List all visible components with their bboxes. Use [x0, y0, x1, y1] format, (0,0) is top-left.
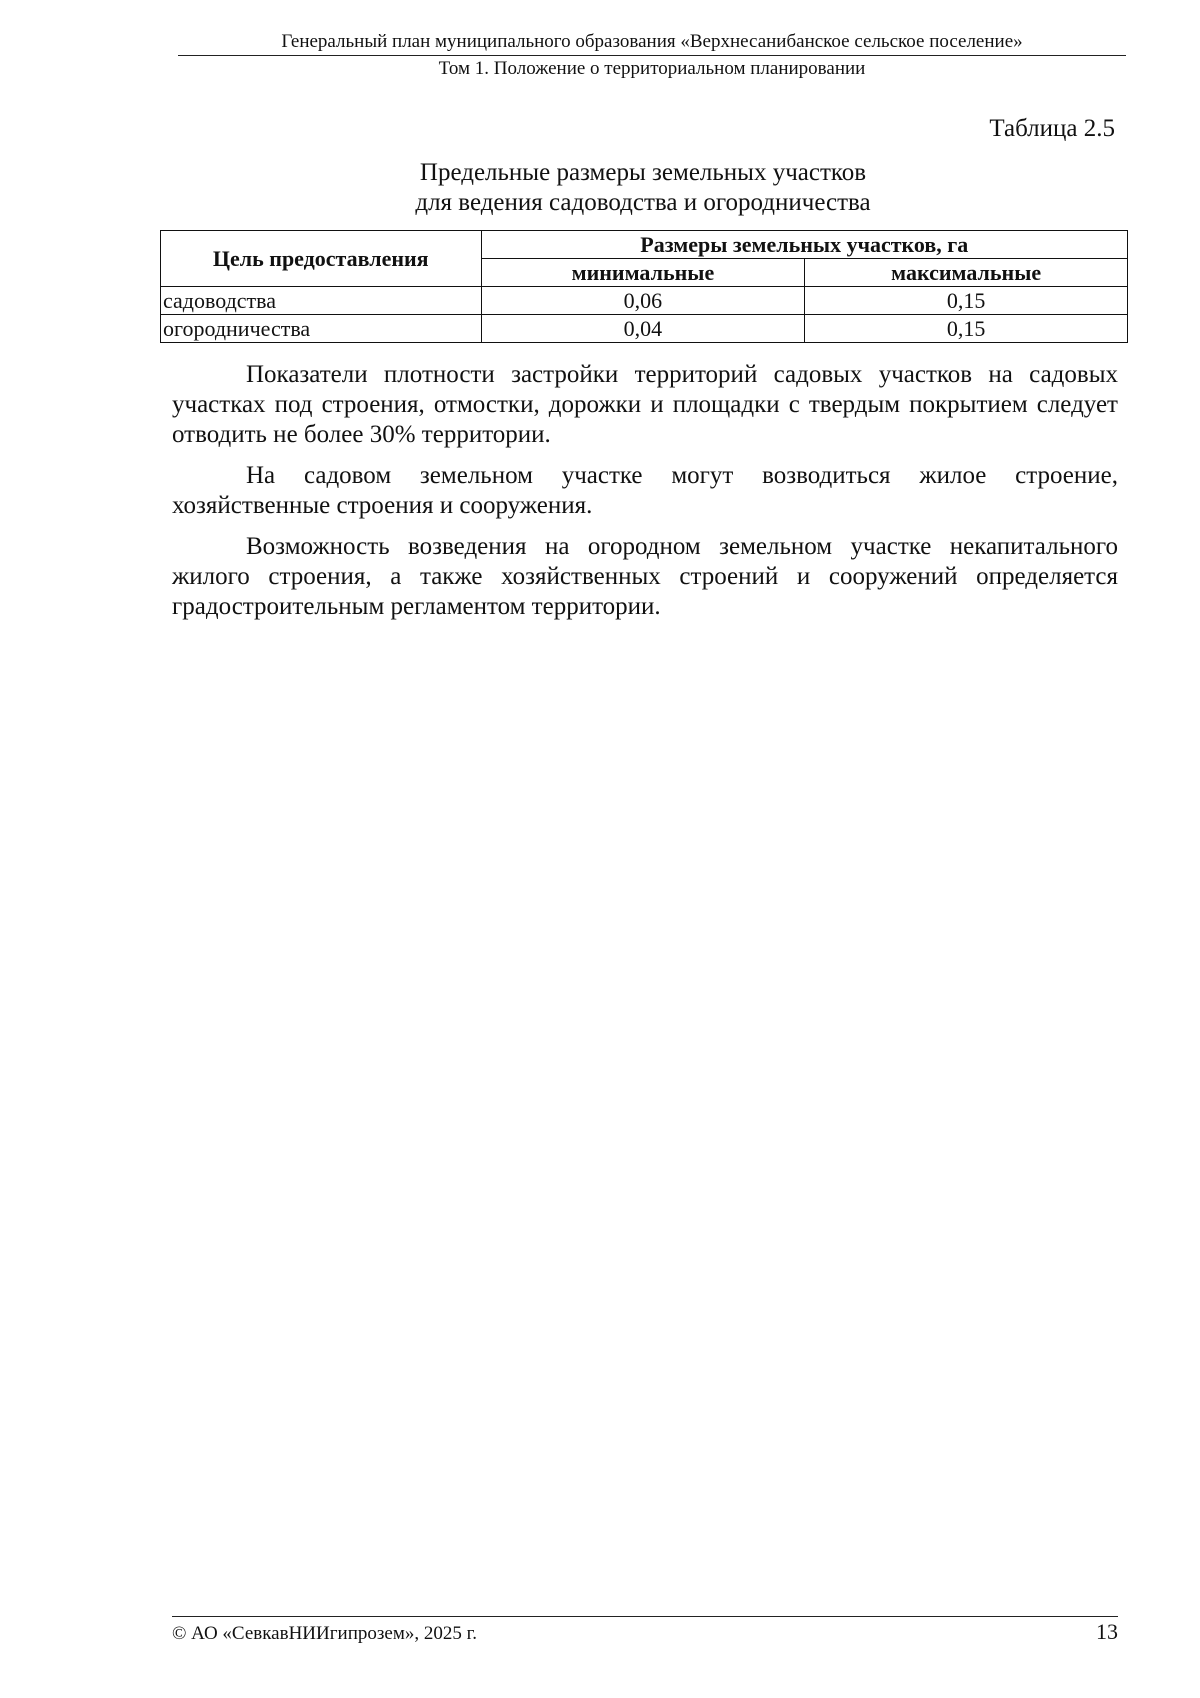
table-row	[161, 287, 1128, 315]
table-cell-min: 0,04	[481, 315, 805, 343]
column-header-max: максимальные	[805, 259, 1128, 287]
table-cell-max: 0,15	[805, 287, 1128, 315]
table-title-line-1: Предельные размеры земельных участков	[419, 159, 867, 186]
paragraph: Возможность возведения на огородном земельном участке некапитального жилого строения, а также хозяйственных строений и сооружений определяется градостроительным регламентом территории.	[172, 533, 1118, 620]
column-header-min: минимальные	[481, 259, 805, 287]
table-cell-min: 0,06	[481, 287, 805, 315]
paragraph: Показатели плотности застройки территорий садовых участков на садовых участках под строения, отмостки, дорожки и площадки с твердым покрытием следует отводить не более 30% территории.	[172, 361, 1118, 448]
running-header-volume: Том 1. Положение о территориальном планировании	[438, 58, 866, 79]
table-number: Таблица 2.5	[989, 115, 1115, 142]
table-cell-purpose: садоводства	[161, 287, 482, 315]
column-header-purpose: Цель предоставления	[161, 231, 482, 287]
table-cell-max: 0,15	[805, 315, 1128, 343]
footer-divider	[172, 1616, 1118, 1617]
table-header-row	[161, 231, 1128, 259]
table-cell-purpose: огородничества	[161, 315, 482, 343]
footer-copyright: © АО «СевкавНИИгипрозем», 2025 г.	[172, 1623, 477, 1644]
land-plot-size-table	[160, 230, 1128, 343]
page-number: 13	[1096, 1619, 1118, 1644]
running-header-title: Генеральный план муниципального образования «Верхнесанибанское сельское поселение»	[281, 31, 1023, 52]
table-row	[161, 315, 1128, 343]
paragraph: На садовом земельном участке могут возводиться жилое строение, хозяйственные строения и сооружения.	[172, 462, 1118, 519]
table-title-line-2: для ведения садоводства и огородничества	[415, 189, 871, 216]
column-header-sizes: Размеры земельных участков, га	[481, 231, 1127, 259]
header-divider	[178, 55, 1126, 56]
table-title	[160, 158, 1126, 218]
body-text	[172, 360, 1118, 633]
